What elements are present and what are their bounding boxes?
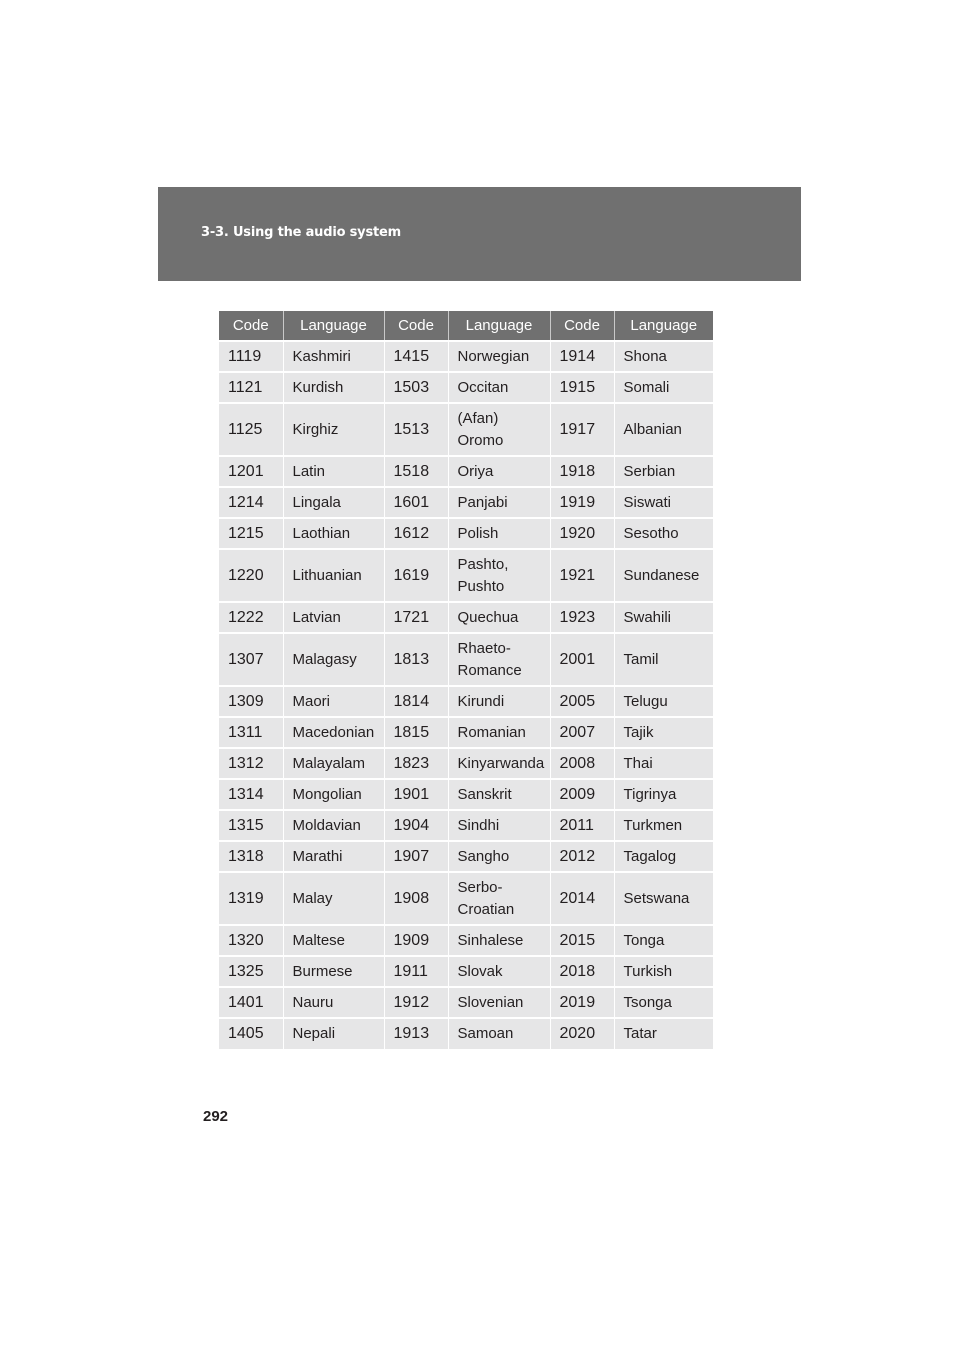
code-cell: 2019 bbox=[550, 987, 614, 1018]
language-cell: Kurdish bbox=[283, 372, 384, 403]
language-cell: Serbian bbox=[614, 456, 713, 487]
page-number: 292 bbox=[203, 1108, 229, 1125]
language-code-table bbox=[219, 311, 713, 1049]
language-cell: Quechua bbox=[448, 602, 550, 633]
code-cell: 1721 bbox=[384, 602, 448, 633]
language-cell: Laothian bbox=[283, 518, 384, 549]
language-cell: Tatar bbox=[614, 1018, 713, 1049]
language-cell: Moldavian bbox=[283, 810, 384, 841]
language-cell: Sanskrit bbox=[448, 779, 550, 810]
language-cell: Panjabi bbox=[448, 487, 550, 518]
table-row bbox=[219, 717, 713, 748]
code-cell: 2009 bbox=[550, 779, 614, 810]
column-header: Code bbox=[550, 311, 614, 341]
language-cell: Burmese bbox=[283, 956, 384, 987]
code-cell: 1612 bbox=[384, 518, 448, 549]
code-cell: 1823 bbox=[384, 748, 448, 779]
language-cell: Tamil bbox=[614, 633, 713, 686]
language-cell: Tonga bbox=[614, 925, 713, 956]
code-cell: 1918 bbox=[550, 456, 614, 487]
table-header-row bbox=[219, 311, 713, 341]
table-body bbox=[219, 341, 713, 1049]
language-cell: (Afan) Oromo bbox=[448, 403, 550, 456]
language-cell: Latin bbox=[283, 456, 384, 487]
code-cell: 1923 bbox=[550, 602, 614, 633]
table-row bbox=[219, 456, 713, 487]
column-header: Code bbox=[384, 311, 448, 341]
language-cell: Tigrinya bbox=[614, 779, 713, 810]
code-cell: 2005 bbox=[550, 686, 614, 717]
table-row bbox=[219, 810, 713, 841]
language-cell: Nauru bbox=[283, 987, 384, 1018]
language-cell: Sindhi bbox=[448, 810, 550, 841]
code-cell: 1307 bbox=[219, 633, 283, 686]
code-cell: 1513 bbox=[384, 403, 448, 456]
language-cell: Romanian bbox=[448, 717, 550, 748]
code-cell: 1904 bbox=[384, 810, 448, 841]
language-cell: Latvian bbox=[283, 602, 384, 633]
column-header: Code bbox=[219, 311, 283, 341]
code-cell: 1319 bbox=[219, 872, 283, 925]
language-cell: Somali bbox=[614, 372, 713, 403]
code-cell: 1201 bbox=[219, 456, 283, 487]
language-cell: Kashmiri bbox=[283, 341, 384, 372]
language-cell: Kirghiz bbox=[283, 403, 384, 456]
table-row bbox=[219, 925, 713, 956]
code-cell: 1405 bbox=[219, 1018, 283, 1049]
language-cell: Lingala bbox=[283, 487, 384, 518]
table-row bbox=[219, 372, 713, 403]
language-cell: Albanian bbox=[614, 403, 713, 456]
table-row bbox=[219, 487, 713, 518]
table-row bbox=[219, 633, 713, 686]
code-cell: 1309 bbox=[219, 686, 283, 717]
language-cell: Pashto, Pushto bbox=[448, 549, 550, 602]
code-cell: 1917 bbox=[550, 403, 614, 456]
language-cell: Polish bbox=[448, 518, 550, 549]
code-cell: 1518 bbox=[384, 456, 448, 487]
code-cell: 1312 bbox=[219, 748, 283, 779]
code-cell: 1222 bbox=[219, 602, 283, 633]
code-cell: 1919 bbox=[550, 487, 614, 518]
language-cell: Lithuanian bbox=[283, 549, 384, 602]
table-row bbox=[219, 956, 713, 987]
language-cell: Occitan bbox=[448, 372, 550, 403]
code-cell: 1920 bbox=[550, 518, 614, 549]
code-cell: 2001 bbox=[550, 633, 614, 686]
language-cell: Turkish bbox=[614, 956, 713, 987]
language-cell: Turkmen bbox=[614, 810, 713, 841]
code-cell: 2011 bbox=[550, 810, 614, 841]
code-cell: 1220 bbox=[219, 549, 283, 602]
code-cell: 1814 bbox=[384, 686, 448, 717]
language-cell: Slovak bbox=[448, 956, 550, 987]
language-cell: Tagalog bbox=[614, 841, 713, 872]
code-cell: 2014 bbox=[550, 872, 614, 925]
language-cell: Sesotho bbox=[614, 518, 713, 549]
code-cell: 2018 bbox=[550, 956, 614, 987]
language-cell: Samoan bbox=[448, 1018, 550, 1049]
table-row bbox=[219, 841, 713, 872]
language-cell: Telugu bbox=[614, 686, 713, 717]
code-cell: 1311 bbox=[219, 717, 283, 748]
code-cell: 1909 bbox=[384, 925, 448, 956]
code-cell: 2020 bbox=[550, 1018, 614, 1049]
code-cell: 1320 bbox=[219, 925, 283, 956]
language-cell: Swahili bbox=[614, 602, 713, 633]
language-cell: Malay bbox=[283, 872, 384, 925]
language-cell: Siswati bbox=[614, 487, 713, 518]
language-cell: Shona bbox=[614, 341, 713, 372]
code-cell: 1914 bbox=[550, 341, 614, 372]
code-cell: 1921 bbox=[550, 549, 614, 602]
code-cell: 1915 bbox=[550, 372, 614, 403]
code-cell: 1318 bbox=[219, 841, 283, 872]
language-cell: Sundanese bbox=[614, 549, 713, 602]
language-cell: Marathi bbox=[283, 841, 384, 872]
code-cell: 1503 bbox=[384, 372, 448, 403]
language-cell: Thai bbox=[614, 748, 713, 779]
code-cell: 1215 bbox=[219, 518, 283, 549]
language-cell: Maori bbox=[283, 686, 384, 717]
table-row bbox=[219, 779, 713, 810]
section-title: 3-3. Using the audio system bbox=[201, 225, 401, 240]
table-row bbox=[219, 602, 713, 633]
code-cell: 2008 bbox=[550, 748, 614, 779]
code-cell: 2015 bbox=[550, 925, 614, 956]
language-cell: Tajik bbox=[614, 717, 713, 748]
code-cell: 1619 bbox=[384, 549, 448, 602]
code-cell: 1912 bbox=[384, 987, 448, 1018]
language-cell: Serbo- Croatian bbox=[448, 872, 550, 925]
language-cell: Nepali bbox=[283, 1018, 384, 1049]
language-cell: Macedonian bbox=[283, 717, 384, 748]
language-cell: Tsonga bbox=[614, 987, 713, 1018]
code-cell: 1908 bbox=[384, 872, 448, 925]
code-cell: 1907 bbox=[384, 841, 448, 872]
language-cell: Kirundi bbox=[448, 686, 550, 717]
code-cell: 1813 bbox=[384, 633, 448, 686]
table-row bbox=[219, 518, 713, 549]
table-row bbox=[219, 403, 713, 456]
table-row bbox=[219, 987, 713, 1018]
language-cell: Malagasy bbox=[283, 633, 384, 686]
column-header: Language bbox=[283, 311, 384, 341]
language-cell: Malayalam bbox=[283, 748, 384, 779]
table-row bbox=[219, 686, 713, 717]
code-cell: 1119 bbox=[219, 341, 283, 372]
code-cell: 1214 bbox=[219, 487, 283, 518]
language-cell: Mongolian bbox=[283, 779, 384, 810]
language-cell: Sinhalese bbox=[448, 925, 550, 956]
code-cell: 1314 bbox=[219, 779, 283, 810]
code-cell: 2012 bbox=[550, 841, 614, 872]
code-cell: 1911 bbox=[384, 956, 448, 987]
code-cell: 2007 bbox=[550, 717, 614, 748]
language-cell: Norwegian bbox=[448, 341, 550, 372]
language-cell: Rhaeto- Romance bbox=[448, 633, 550, 686]
code-cell: 1125 bbox=[219, 403, 283, 456]
code-cell: 1901 bbox=[384, 779, 448, 810]
language-cell: Slovenian bbox=[448, 987, 550, 1018]
column-header: Language bbox=[614, 311, 713, 341]
code-cell: 1325 bbox=[219, 956, 283, 987]
section-header-bar bbox=[158, 187, 801, 281]
table-row bbox=[219, 549, 713, 602]
table-row bbox=[219, 1018, 713, 1049]
language-cell: Maltese bbox=[283, 925, 384, 956]
language-cell: Setswana bbox=[614, 872, 713, 925]
code-cell: 1815 bbox=[384, 717, 448, 748]
code-cell: 1415 bbox=[384, 341, 448, 372]
code-cell: 1121 bbox=[219, 372, 283, 403]
column-header: Language bbox=[448, 311, 550, 341]
table-row bbox=[219, 748, 713, 779]
table-row bbox=[219, 872, 713, 925]
code-cell: 1601 bbox=[384, 487, 448, 518]
code-cell: 1401 bbox=[219, 987, 283, 1018]
table-row bbox=[219, 341, 713, 372]
language-cell: Sangho bbox=[448, 841, 550, 872]
language-cell: Oriya bbox=[448, 456, 550, 487]
language-cell: Kinyarwanda bbox=[448, 748, 550, 779]
code-cell: 1913 bbox=[384, 1018, 448, 1049]
code-cell: 1315 bbox=[219, 810, 283, 841]
